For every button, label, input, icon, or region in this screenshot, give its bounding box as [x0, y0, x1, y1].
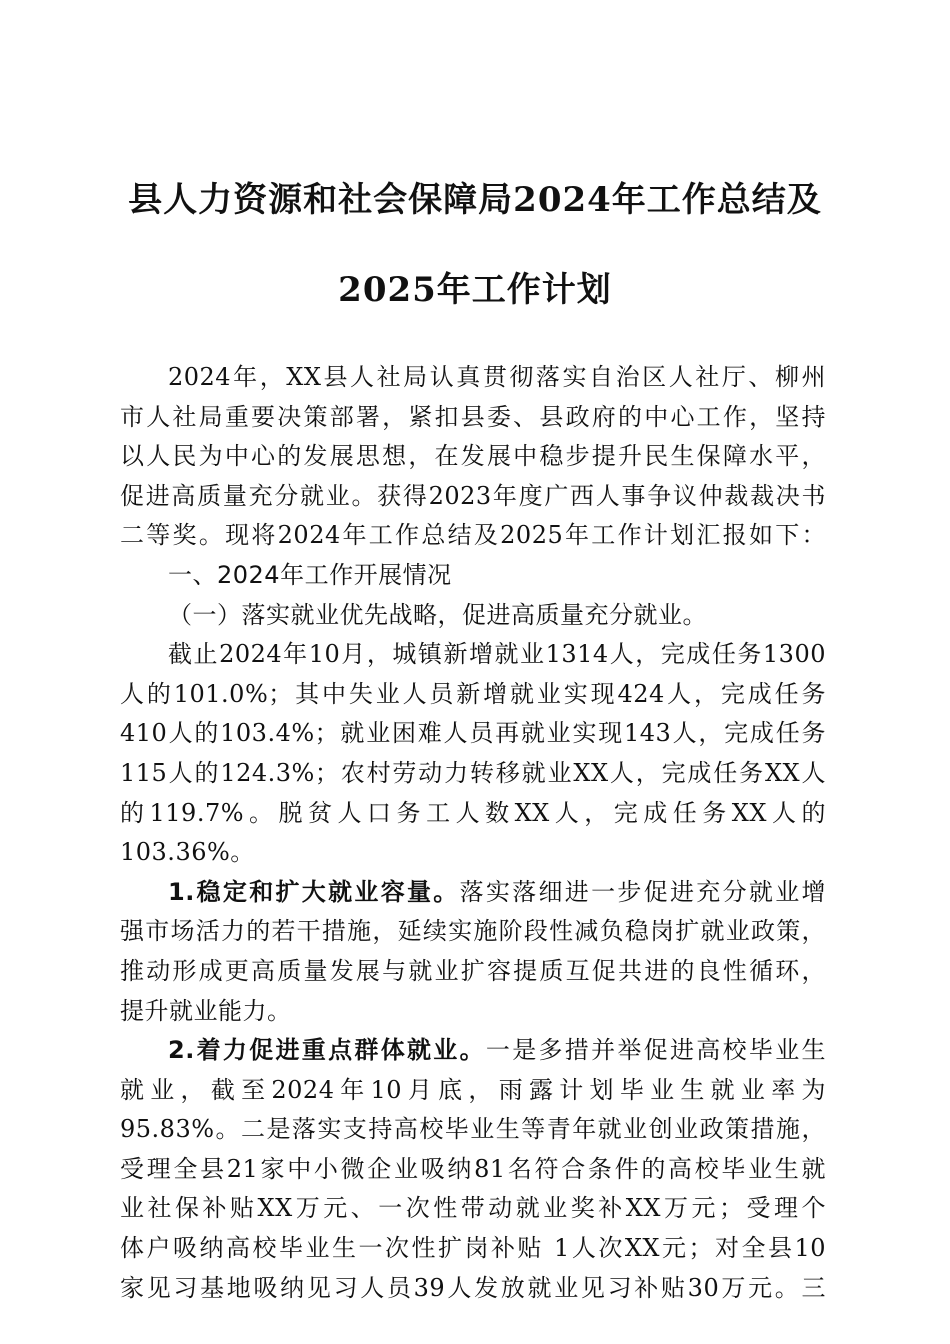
document-title-line-2: 2025年工作计划 — [338, 270, 612, 310]
item-1-line: 强市场活力的若干措施，延续实施阶段性减负稳岗扩就业政策， — [120, 917, 826, 946]
item-1-line: 推动形成更高质量发展与就业扩容提质互促共进的良性循环， — [120, 956, 826, 985]
stats-line: 人的101.0%；其中失业人员新增就业实现424人，完成任务 — [120, 679, 826, 708]
subsection-heading: （一）落实就业优先战略，促进高质量充分就业。 — [168, 600, 707, 629]
item-2-line: 95.83%。二是落实支持高校毕业生等青年就业创业政策措施， — [120, 1115, 826, 1144]
item-2-line: 业社保补贴XX万元、一次性带动就业奖补XX万元；受理个 — [120, 1194, 826, 1223]
stats-line: 截止2024年10月，城镇新增就业1314人，完成任务1300 — [168, 640, 826, 669]
stats-line: 410人的103.4%；就业困难人员再就业实现143人，完成任务 — [120, 719, 826, 748]
stats-line: 的119.7%。脱贫人口务工人数XX人，完成任务XX人的 — [120, 798, 826, 827]
intro-line: 2024年，XX县人社局认真贯彻落实自治区人社厅、柳州 — [168, 363, 826, 391]
item-2-text: 一是多措并举促进高校毕业生 — [485, 1036, 826, 1065]
item-2-title: 2.着力促进重点群体就业。 — [168, 1036, 486, 1065]
intro-line: 促进高质量充分就业。获得2023年度广西人事争议仲裁裁决书 — [120, 481, 826, 510]
item-1-title: 1.稳定和扩大就业容量。 — [168, 877, 460, 906]
item-2-first-line — [120, 1031, 826, 1071]
document-body — [120, 358, 826, 1308]
item-1-first-line — [120, 873, 826, 913]
stats-line: 115人的124.3%；农村劳动力转移就业XX人，完成任务XX人 — [120, 758, 826, 787]
item-2-line: 体户吸纳高校毕业生一次性扩岗补贴 1人次XX元；对全县10 — [120, 1234, 826, 1263]
item-1-text: 落实落细进一步促进充分就业增 — [459, 877, 826, 906]
document-title-line-1: 县人力资源和社会保障局2024年工作总结及 — [128, 180, 822, 220]
item-2-line: 受理全县21家中小微企业吸纳81名符合条件的高校毕业生就 — [120, 1154, 826, 1183]
stats-line: 103.36%。 — [120, 838, 255, 867]
intro-line: 二等奖。现将2024年工作总结及2025年工作计划汇报如下： — [120, 521, 826, 550]
item-2-line: 家见习基地吸纳见习人员39人发放就业见习补贴30万元。三 — [120, 1273, 826, 1302]
intro-line: 市人社局重要决策部署，紧扣县委、县政府的中心工作，坚持 — [120, 402, 826, 431]
item-1-line: 提升就业能力。 — [120, 996, 292, 1025]
item-2-line: 就业，截至2024年10月底，雨露计划毕业生就业率为 — [120, 1075, 826, 1104]
section-heading: 一、2024年工作开展情况 — [168, 560, 452, 589]
intro-line: 以人民为中心的发展思想，在发展中稳步提升民生保障水平， — [120, 442, 826, 471]
